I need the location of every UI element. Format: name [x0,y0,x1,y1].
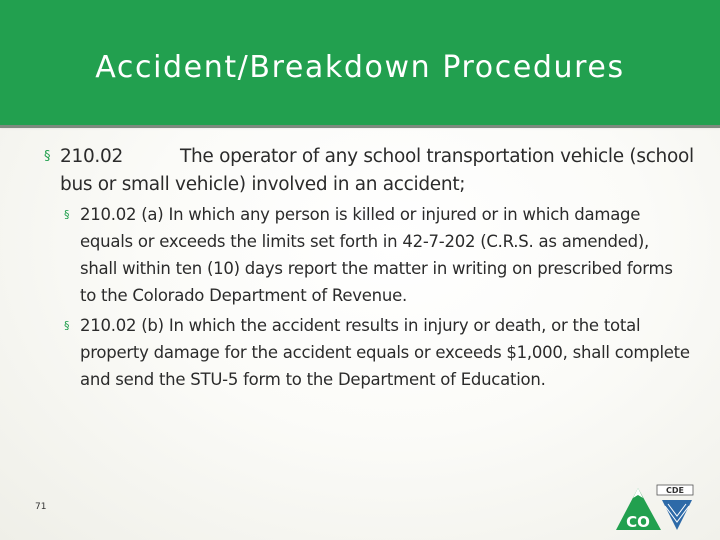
main-bullet [44,143,694,199]
sub-bullet-a-text: 210.02 (a) In which any person is killed or injured or in which damage equals or exceeds the limits set forth in 42-7-202 (C.R.S. as amended), shall within ten (10) days report the matter in writing on prescribed forms to the Colorado Department of Revenue. [80,205,673,305]
co-label: CO [626,513,650,531]
bullet-icon: § [44,149,51,164]
page-number: 71 [35,502,47,512]
section-description: The operator of any school transportation vehicle (school bus or small vehicle) involved in an accident; [60,146,694,195]
bullet-icon: § [64,319,70,332]
main-bullet-text [60,143,694,199]
cde-logo [616,482,694,532]
title-bar [0,0,720,125]
bullet-icon: § [64,208,70,221]
sub-bullet-b-text: 210.02 (b) In which the accident results in injury or death, or the total property damage for the accident equals or exceeds $1,000, shall complete and send the STU-5 form to the Department of Education. [80,316,690,389]
slide-title: Accident/Breakdown Procedures [95,50,625,85]
section-number: 210.02 [60,146,123,167]
title-divider [0,125,720,128]
sub-bullet-b [64,312,690,393]
cde-label: CDE [666,486,684,495]
blue-triangle-icon [662,500,692,530]
sub-bullet-a [64,201,690,309]
